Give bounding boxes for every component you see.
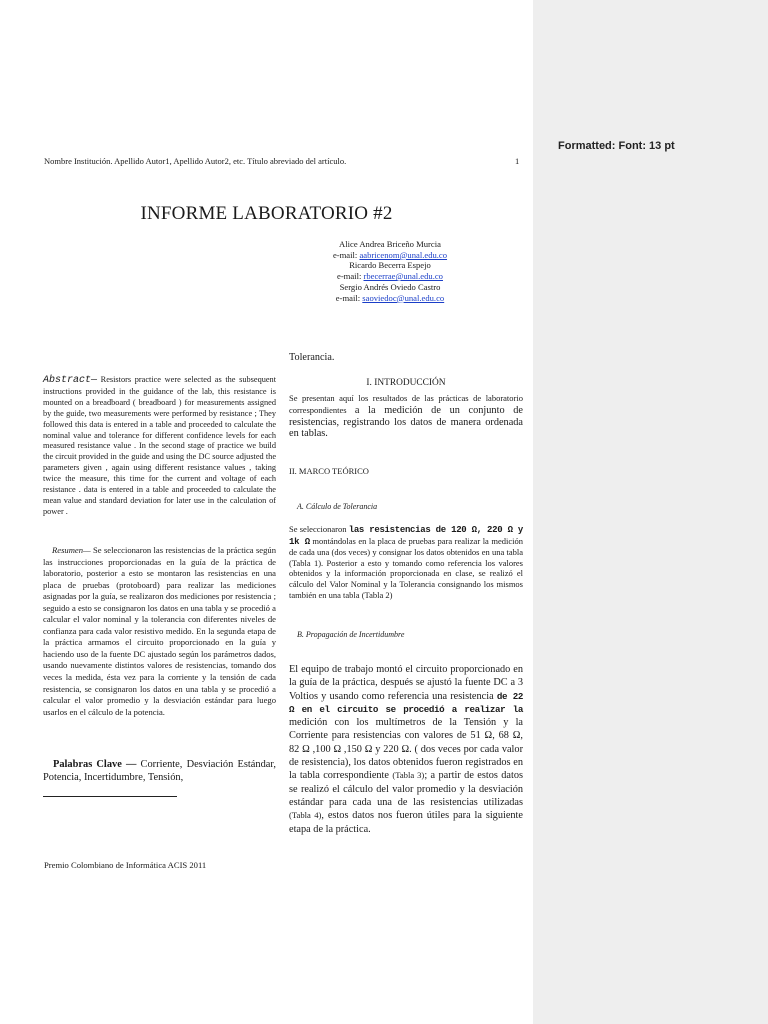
tolerancia-paragraph: Se seleccionaron las resistencias de 120 Ω, 220 Ω y 1k Ω montándolas en la placa de pruebas para realizar la medición de cada una (dos veces) y consignar los datos obtenidos en una tabla (Tabla 1). Posterior a esto y tomando como referencia los valores obtenidos y la información proporcionada en clase, se realizó el cálculo del Valor Nominal y la Tolerancia consignando los mismos también en una tabla (Tabla 2) xyxy=(289,524,523,600)
author-name: Alice Andrea Briceño Murcia xyxy=(339,239,441,249)
author-email-line: e-mail: saoviedoc@unal.edu.co xyxy=(335,292,445,303)
keywords xyxy=(43,758,276,785)
abstract-heading: Abstract— xyxy=(43,375,98,386)
author-email-link[interactable]: rbecerrae@unal.edu.co xyxy=(363,271,443,282)
author-email-line: e-mail: aabricenom@unal.edu.co xyxy=(332,249,448,260)
page-number: 1 xyxy=(515,156,520,166)
section-heading-marco: II. MARCO TEÓRICO xyxy=(289,466,369,476)
footnote-divider xyxy=(43,796,177,797)
abstract xyxy=(43,375,276,518)
comment-pane xyxy=(533,0,768,1024)
keywords-heading: Palabras Clave — xyxy=(53,759,137,770)
formatting-comment[interactable]: Formatted: Font: 13 pt xyxy=(558,140,675,152)
author-name: Ricardo Becerra Espejo xyxy=(349,260,431,271)
resumen xyxy=(43,545,276,718)
keywords-continuation: Tolerancia. xyxy=(289,352,335,363)
page-footer: Premio Colombiano de Informática ACIS 2011 xyxy=(44,860,207,870)
author-name: Sergio Andrés Oviedo Castro xyxy=(339,281,441,292)
abstract-text: Resistors practice were selected as the subsequent instructions provided in the guidance of the lab, this resistance is mounted on a breadboard ( breadboard ) for measurements assigned by the guide, two measurements were performed by resistance ; They followed this data is entered in a table and proceeded to calculate the nominal value and tolerance for different confidence levels for each measured resistance value . In the second stage of practice we build the circuit provided in the guide and using the DC source adjusted the parameters given , again using different resistance values , taking twice the measure, this time for the current and voltage of each resistance . data is entered in a table and proceeded to calculate the mean value and standard deviation for later use in the calculation of power . xyxy=(43,375,276,516)
propagacion-paragraph: El equipo de trabajo montó el circuito proporcionado en la guía de la práctica, después se ajustó la fuente DC a 3 Voltios y usando como referencia una resistencia de 22 Ω en el circuito se procedió a realizar la medición con los multímetros de la Tensión y la Corriente para resistencias con valores de 51 Ω, 68 Ω, 82 Ω ,100 Ω ,150 Ω y 220 Ω. ( dos veces por cada valor de resistencia), los datos obtenidos fueron registrados en la tabla correspondiente (Tabla 3); a partir de estos datos se realizó el cálculo del valor promedio y la desviación estándar para cada una de las resistencias utilizadas (Tabla 4), estos datos nos fueron útiles para la siguiente etapa de la práctica. xyxy=(289,664,523,835)
document-title: INFORME LABORATORIO #2 xyxy=(140,203,393,224)
section-heading-intro: I. INTRODUCCIÓN xyxy=(366,378,446,388)
keywords-text: Corriente, Desviación Estándar, Potencia, Incertidumbre, Tensión, xyxy=(43,759,277,784)
intro-paragraph: Se presentan aquí los resultados de las prácticas de laboratorio correspondientes a la medición de un conjunto de resistencias, registrando los datos de manera ordenada en tablas. xyxy=(289,393,523,440)
resumen-text: Se seleccionaron las resistencias de la práctica según las instrucciones proporcionadas en la guía de la práctica de laboratorio, posterior a esto se montaron las resistencias en una placa de pruebas (protoboard) para realizar las mediciones asignadas por la guía, se realizaron dos mediciones por resistencia ; seguido a esto se consignaron los datos en una tabla y se procedió a calcular el valor nominal y la tolerancia con diferentes niveles de confianza para cada valor resistivo medido. En la segunda etapa de la práctica armamos el circuito proporcionado en la guía y haciendo uso de la fuente DC ajustado según los parámetros dados, usando nuevamente distintos valores de resistencias, tomando dos veces la medida, ésta vez para la corriente y la tensión de cada resistencia, se consignaron los datos en una tabla y se procedió a calcular el valor promedio y la desviación estándar para luego usarlos en el cálculo de la potencia. xyxy=(43,545,276,717)
author-email-link[interactable]: saoviedoc@unal.edu.co xyxy=(362,292,445,303)
subsection-heading-tolerancia: A. Cálculo de Tolerancia xyxy=(297,502,378,511)
author-email-line: e-mail: rbecerrae@unal.edu.co xyxy=(337,271,443,282)
author-email-link[interactable]: aabricenom@unal.edu.co xyxy=(359,249,448,260)
running-header: Nombre Institución. Apellido Autor1, Apellido Autor2, etc. Título abreviado del artículo. xyxy=(44,156,347,166)
subsection-heading-propagacion: B. Propagación de Incertidumbre xyxy=(297,630,405,639)
author-block xyxy=(290,239,490,303)
resumen-heading: Resumen— xyxy=(52,545,91,555)
